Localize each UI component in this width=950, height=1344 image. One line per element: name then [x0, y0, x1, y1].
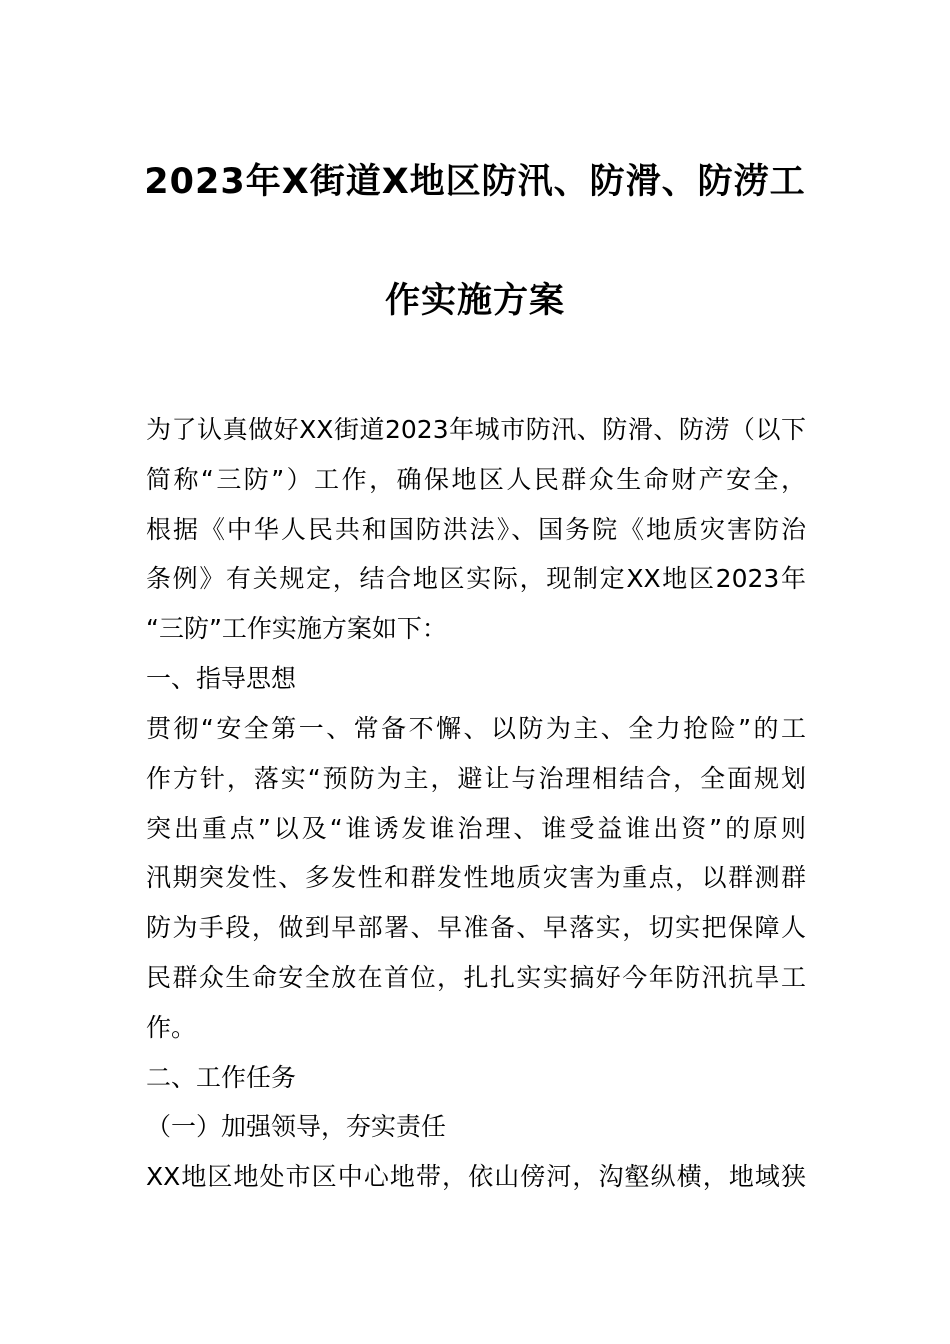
body-line-6: 贯彻“安全第一、常备不懈、以防为主、全力抢险”的工	[146, 714, 806, 743]
body-line-2: 简称“三防”）工作，确保地区人民群众生命财产安全，	[146, 465, 806, 494]
body-line-9: 汛期突发性、多发性和群发性地质灾害为重点，以群测群	[146, 863, 806, 892]
document-title-line-1: 2023年X街道X地区防汛、防滑、防涝工	[144, 162, 806, 202]
body-line-1: 为了认真做好XX街道2023年城市防汛、防滑、防涝（以下	[146, 415, 806, 444]
body-line-7: 作方针，落实“预防为主，避让与治理相结合，全面规划	[146, 764, 806, 793]
body-line-12: 作。	[146, 1013, 197, 1042]
body-line-10: 防为手段，做到早部署、早准备、早落实，切实把保障人	[146, 913, 806, 942]
body-line-4: 条例》有关规定，结合地区实际，现制定XX地区2023年	[146, 564, 806, 593]
body-line-3: 根据《中华人民共和国防洪法》、国务院《地质灾害防治	[146, 515, 806, 544]
section-heading-1: 一、指导思想	[146, 664, 297, 693]
document-title-line-2: 作实施方案	[384, 281, 565, 321]
body-line-8: 突出重点”以及“谁诱发谁治理、谁受益谁出资”的原则	[146, 814, 806, 843]
body-line-5: “三防”工作实施方案如下：	[146, 614, 447, 643]
subsection-heading-1: （一）加强领导，夯实责任	[146, 1112, 447, 1141]
body-line-13: XX地区地处市区中心地带，依山傍河，沟壑纵横，地域狭	[146, 1162, 806, 1191]
section-heading-2: 二、工作任务	[146, 1063, 297, 1092]
body-line-11: 民群众生命安全放在首位，扎扎实实搞好今年防汛抗旱工	[146, 963, 806, 992]
